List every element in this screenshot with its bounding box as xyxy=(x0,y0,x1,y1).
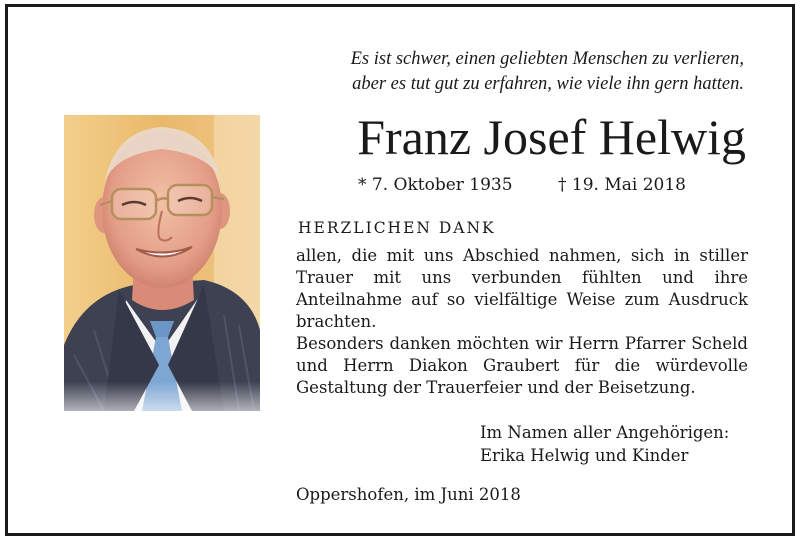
portrait-photo xyxy=(64,115,260,411)
memorial-quote xyxy=(351,47,744,97)
place-and-date: Oppershofen, im Juni 2018 xyxy=(296,485,521,504)
signature-block xyxy=(480,421,729,467)
obituary-card xyxy=(5,4,795,536)
thanks-paragraph-1: allen, die mit uns Abschied nahmen, sich in stiller Trauer mit uns verbunden fühlten und ihre Anteilnahme auf so vielfältige Weise zum Ausdruck brachten. xyxy=(296,246,748,331)
quote-line-1: Es ist schwer, einen geliebten Menschen zu verlieren, xyxy=(350,49,744,69)
death-date: † 19. Mai 2018 xyxy=(558,175,686,195)
quote-line-2: aber es tut gut zu erfahren, wie viele ihn gern hatten. xyxy=(352,74,744,94)
signature-line-2: Erika Helwig und Kinder xyxy=(480,446,689,465)
deceased-name: Franz Josef Helwig xyxy=(357,109,746,165)
thanks-heading: HERZLICHEN DANK xyxy=(298,219,496,237)
signature-line-1: Im Namen aller Angehörigen: xyxy=(480,423,730,442)
thanks-paragraph-2: Besonders danken möchten wir Herrn Pfarrer Scheld und Herrn Diakon Graubert für die würdevolle Gestaltung der Trauerfeier und der Beisetzung. xyxy=(296,334,748,397)
thanks-text xyxy=(296,245,748,399)
birth-date: * 7. Oktober 1935 xyxy=(358,175,513,195)
